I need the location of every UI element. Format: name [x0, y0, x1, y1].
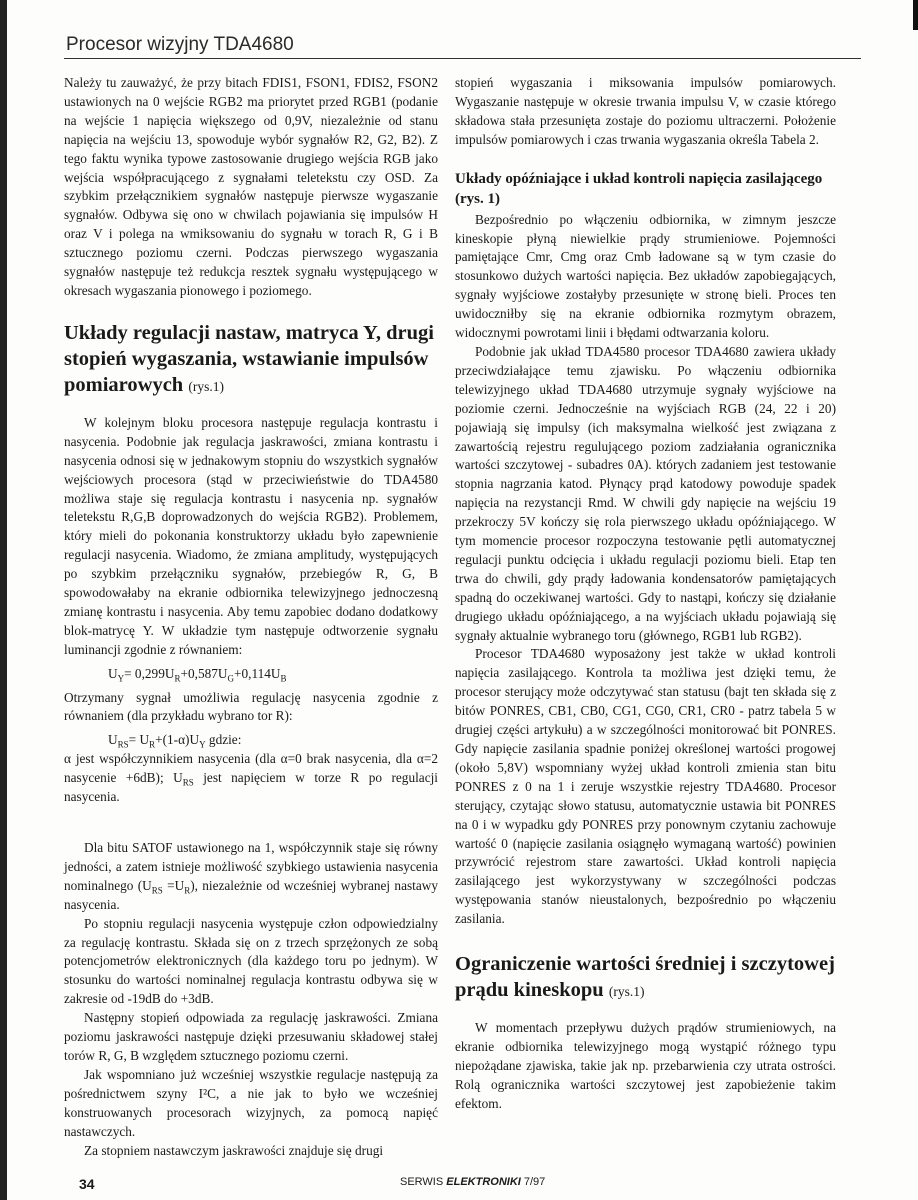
paragraph: Należy tu zauważyć, że przy bitach FDIS1, FSON1, FDIS2, FSON2 ustawionych na 0 wejście RGB2 ma priorytet przed RGB1 (podanie na wejście 1 napięcia większego od 0,9V, niezależnie od stanu napięcia na wejściu 13, spowoduje wybór sygnałów R2, G2, B2). Z tego faktu wynika typowe zastosowanie drugiego wejścia RGB jako wejścia współpracującego z sygnałami teletekstu czy OSD. Za szybkim przełącznikiem sygnałów następuje pierwsze wygaszanie sygnałów. Odbywa się ono w chwilach pojawiania się impulsów H oraz V i polega na wmiksowaniu do sygnału w torach R, G i B sztucznego poziomu czerni. Podczas pierwszego wygaszania sygnałów następuje też redukcja resztek sygnału występującego w okresach wygaszania pionowego i poziomego. [64, 75, 438, 298]
paragraph: Procesor TDA4680 wyposażony jest także w układ kontroli napięcia zasilającego. Kontrola ta możliwa jest dzięki temu, że procesor sterujący może odczytywać stan statusu (bajt ten składa się z bitów PONRES, CB1, CB0, CG1, CG0, CR1, CR0 - patrz tabela 5 w drugiej części artykułu) a w szczególności monitorować bit PONRES. Gdy napięcie zasilania spadnie poniżej określonej wartości progowej (około 5,8V) wspomniany wyżej układ kontroli zmienia stan bitu PONRES z 0 na 1 i zeruje wszystkie rejestry TDA4680. Procesor sterujący, czytając słowo statusu, automatycznie ustawia bit PONRES na 0 i w wypadku gdy PONRES przy ponownym czytaniu zachowuje wartość 0 (napięcie zasilania osiągnęło wymaganą wartość) powinien przywrócić rejestrom stare zawartości. Układ kontroli napięcia zasilającego jest wykorzystywany w szczególności podczas występowania stanów nieustalonych, bezpośrednio po włączeniu zasilania. [455, 646, 836, 927]
magazine-name: SERWIS [400, 1176, 447, 1188]
eq-part: = 0,299U [124, 665, 175, 681]
text-run: α jest współczynnikiem nasycenia (dla α=0 brak nasycenia, dla α=2 nasycenie +6dB); U [64, 751, 438, 786]
eq-sub: B [280, 673, 287, 684]
paragraph: Jak wspomniano już wcześniej wszystkie regulacje następują za pośrednictwem szyny I²C, a nie jak to było we wcześniej konstruowanych procesorach wizyjnych, za pomocą napięć nastawczych. [64, 1066, 438, 1139]
paragraph: W momentach przepływu dużych prądów strumieniowych, na ekranie odbiornika telewizyjnego mogą wystąpić różnego typu niepożądane zjawiska, takie jak np. przebarwienia czy utrata ostrości. Rolą ogranicznika wartości szczytowej jest zapobieżenie takim efektom. [455, 1020, 836, 1111]
left-column [64, 74, 438, 1160]
section-heading: Układy opóźniające i układ kontroli napięcia zasilającego (rys. 1) [455, 170, 823, 207]
text-run: ), niezależnie od wcześniej wybranej nastawy nasycenia. [64, 877, 438, 912]
paragraph: Otrzymany sygnał umożliwia regulację nasycenia zgodnie z równaniem (dla przykładu wybrano tor R): [64, 689, 438, 724]
scan-edge [0, 0, 7, 1200]
paragraph: Za stopniem nastawczym jaskrawości znajduje się drugi [84, 1142, 384, 1158]
eq-sub: Y [117, 673, 125, 684]
eq-sub: G [227, 673, 234, 684]
eq-sub: R [174, 673, 181, 684]
heading-text: Układy regulacji nastaw, matryca Y, drugi stopień wygaszania, wstawianie impulsów pomiarowych [64, 321, 434, 396]
eq-part: +0,114U [234, 665, 281, 681]
paragraph: stopień wygaszania i miksowania impulsów pomiarowych. Wygaszanie następuje w okresie trwania impulsu V, w czasie którego składowa stała przesunięta zostaje do poziomu ultraczerni. Położenie impulsów pomiarowych i czas trwania wygaszania określa Tabela 2. [455, 75, 836, 147]
subscript: RS [151, 885, 163, 896]
paragraph: Bezpośrednio po włączeniu odbiornika, w zimnym jeszcze kineskopie płyną niewielkie prądy strumieniowe. Pojemności pamiętające Cmr, Cmg oraz Cmb ładowane są w tym czasie do stosunkowo dużych wartości napięcia. Bez układów zapobiegających, sygnały wyjściowe zostałyby przesunięte w stronę bieli. Proces ten uwidoczniłby się na ekranie odbiornika rozmytym obrazem, widocznymi powrotami linii i błędami odtwarzania koloru. [455, 211, 836, 341]
saturation-equation [64, 731, 438, 750]
header-rule [64, 58, 861, 59]
eq-part: +0,587U [180, 665, 228, 681]
running-header: Procesor wizyjny TDA4680 [66, 34, 294, 55]
magazine-brand: ELEKTRONIKI [446, 1176, 521, 1188]
page-number: 34 [79, 1176, 95, 1192]
figure-reference: (rys.1) [188, 378, 224, 394]
subscript: RS [182, 777, 194, 788]
luminance-equation [64, 665, 438, 684]
eq-part: U [108, 665, 118, 681]
issue-number: 7/97 [520, 1176, 546, 1188]
right-column [455, 74, 836, 1114]
eq-part: U [108, 732, 118, 748]
paragraph: Następny stopień odpowiada za regulację jaskrawości. Zmiana poziomu jaskrawości następuje dzięki przesuwaniu składowej stałej torów R, G, B względem sztucznego poziomu czerni. [64, 1010, 438, 1063]
paragraph: Podobnie jak układ TDA4580 procesor TDA4680 zawiera układy przeciwdziałające temu zjawisku. Po włączeniu odbiornika telewizyjnego układ TDA4680 utrzymuje sygnały wyjściowe na poziomie czerni. Jednocześnie na wyjściach RGB (24, 22 i 20) pojawiają się impulsy (ich maksymalna wielkość jest związana z zawartością rejestru regulującego poziom zadziałania ogranicznika wartości szczytowej - subadres 0A). których zadaniem jest testowanie stopnia nagrzania katod. Płynący prąd katodowy powoduje spadek napięcia na rezystancji Rmd. W chwili gdy napięcie na wejściu 19 przekroczy 5V kończy się rola pierwszego układu opóźniającego. W tym momencie procesor rozpoczyna testowanie pętli automatycznej regulacji punktu odcięcia i układu regulacji poziomu bieli. Etap ten trwa do chwili, gdy prądy ładowania kondensatorów pamiętających spadną do oczekiwanej wartości. Gdy to nastąpi, kończy się działanie drugiego układu opóźniającego, a na wyjściach układu pojawiają się sygnały aktualnie wybranego toru (głównego, RGB1 lub RGB2). [455, 343, 836, 643]
heading-text: Ograniczenie wartości średniej i szczytowej prądu kineskopu [455, 953, 835, 1002]
text-run: =U [162, 877, 185, 893]
magazine-footer [400, 1176, 545, 1188]
section-heading [64, 320, 438, 400]
text-run: jest napięciem w torze R po regulacji nasycenia. [64, 770, 438, 805]
eq-part: = U [128, 732, 150, 748]
section-heading [455, 951, 836, 1005]
eq-part: gdzie: [205, 732, 242, 748]
eq-part: +(1-α)U [155, 732, 200, 748]
figure-reference: (rys.1) [608, 984, 645, 1000]
scan-corner-mark [913, 0, 918, 30]
paragraph [64, 750, 438, 807]
paragraph [64, 839, 438, 915]
eq-sub: R [149, 740, 156, 751]
text-run: Dla bitu SATOF ustawionego na 1, współczynnik staje się równy jedności, a zatem istnieje możliwość szybkiego ustawienia nasycenia nominalnego (U [64, 840, 438, 893]
paragraph: Po stopniu regulacji nasycenia występuje człon odpowiedzialny za regulację kontrastu. Składa się on z trzech sprzężonych ze sobą potencjometrów elektronicznych (dla każdego toru po jednym). W stosunku do wartości nominalnej regulacja kontrastu odbywa się w zakresie od -19dB do +3dB. [64, 915, 438, 1007]
eq-sub: Y [199, 740, 206, 751]
subscript: R [184, 885, 191, 896]
paragraph: W kolejnym bloku procesora następuje regulacja kontrastu i nasycenia. Podobnie jak regulacja jaskrawości, zmiana kontrastu i nasycenia odnosi się w jednakowym stopniu do wszystkich sygnałów wejściowych procesora (stąd w przeciwieństwie do TDA4580 możliwa staje się regulacja kontrastu i nasycenia np. sygnałów teletekstu R,G,B doprowadzonych do wejścia RGB2). Problemem, który mieli do pokonania konstruktorzy układu było zapewnienie regulacji nasycenia. Wiadomo, że zmiana amplitudy, występujących po szybkim przełączniku sygnałów, przebiegów R, G, B spowodowałaby na ekranie odbiornika telewizyjnego jednoczesną zmianę kontrastu i nasycenia. Aby temu zapobiec dodano dodatkowy blok-matrycę Y. W układzie tym następuje odtworzenie sygnału luminancji zgodnie z równaniem: [64, 414, 438, 657]
eq-sub: RS [117, 740, 129, 751]
